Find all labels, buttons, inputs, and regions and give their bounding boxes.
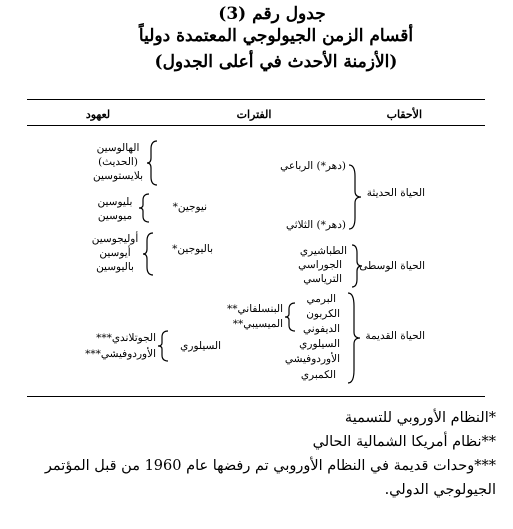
epoch-pleistocene: بلايستوسين xyxy=(92,170,144,182)
neogene-brace xyxy=(138,193,150,223)
eon-mesozoic: الحياة الوسطى xyxy=(359,260,425,272)
period-jurassic: الجوراسي xyxy=(298,259,342,271)
period-triassic: الترياسي xyxy=(303,273,342,285)
silurian-label: السيلوري xyxy=(180,340,221,352)
sub-gotlandian: الجوتلاندي*** xyxy=(96,332,156,344)
sub-mississippian: الميسيبي** xyxy=(232,318,283,330)
period-carboniferous: الكربون xyxy=(306,308,340,320)
footnote-2: **نظام أمريكا الشمالية الحالي xyxy=(312,434,496,450)
paleogene-label: باليوجين* xyxy=(172,243,213,255)
sub-ordovician-old: الأوردوفيشي*** xyxy=(85,348,156,360)
header-eons: الأحقاب xyxy=(386,108,422,121)
sub-pennsylvanian: البنسلفاني** xyxy=(227,303,283,315)
silurian-brace xyxy=(157,330,169,362)
epoch-holocene-alt: (الحديث) xyxy=(98,156,138,168)
paleogene-brace xyxy=(142,232,154,276)
carboniferous-brace xyxy=(284,302,296,332)
eon-cenozoic: الحياة الحديثة xyxy=(366,187,425,199)
table-subtitle: (الأزمنة الأحدث في أعلى الجدول) xyxy=(154,52,398,72)
footnote-3-cont: الجيولوجي الدولي. xyxy=(384,482,496,498)
period-cretaceous: الطباشيري xyxy=(299,245,347,257)
period-permian: البرمي xyxy=(306,293,336,305)
table-number: جدول رقم (3) xyxy=(218,4,326,24)
table-top-rule xyxy=(27,99,485,100)
mesozoic-brace xyxy=(351,244,363,288)
period-quaternary: (دهر*) الرباعي xyxy=(280,160,346,172)
period-devonian: الديفوني xyxy=(303,323,340,335)
epoch-pliocene: بليوسين xyxy=(97,196,133,208)
footnote-1: *النظام الأوروبي للتسمية xyxy=(344,410,496,426)
cenozoic-brace xyxy=(348,164,362,230)
footnote-3: ***وحدات قديمة في النظام الأوروبي تم رفضها عام 1960 من قبل المؤتمر xyxy=(44,458,496,474)
period-tertiary: (دهر*) الثلاثي xyxy=(285,219,346,231)
neogene-label: نيوجين* xyxy=(172,201,207,213)
table-bottom-rule xyxy=(27,396,485,397)
epoch-paleocene: باليوسين xyxy=(96,261,134,273)
header-rule xyxy=(27,125,485,126)
table-title: أقسام الزمن الجيولوجي المعتمدة دولياً xyxy=(138,26,414,46)
quaternary-brace xyxy=(146,140,158,186)
header-epochs: لعهود xyxy=(85,108,111,121)
epoch-eocene: أيوسين xyxy=(99,247,131,259)
period-ordovician: الأوردوفيشي xyxy=(284,353,340,365)
epoch-miocene: ميوسين xyxy=(97,210,133,222)
header-periods: الفترات xyxy=(236,108,272,121)
paleozoic-brace xyxy=(347,292,361,384)
epoch-oligocene: أوليجوسين xyxy=(91,233,139,245)
eon-paleozoic: الحياة القديمة xyxy=(365,330,425,342)
period-silurian: السيلوري xyxy=(299,338,340,350)
epoch-holocene: الهالوسين xyxy=(96,142,140,154)
period-cambrian: الكمبري xyxy=(300,369,336,381)
